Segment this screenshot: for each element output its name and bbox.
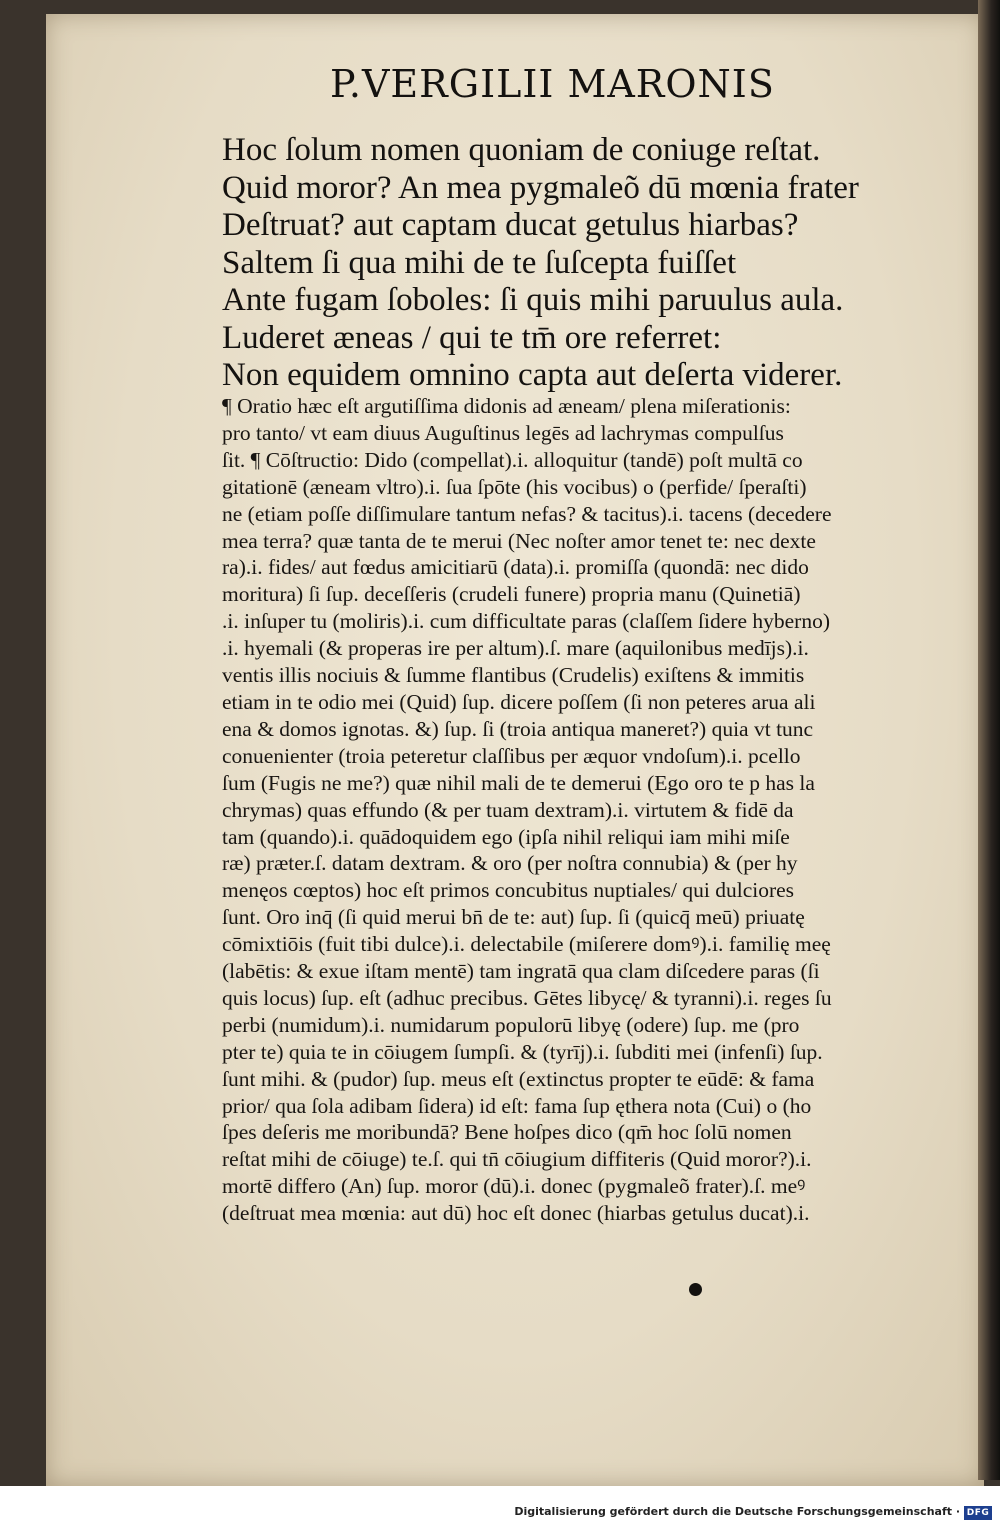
verse-line: Quid moror? An mea pygmaleõ dū mœnia frater <box>222 169 859 206</box>
commentary-line: prior/ qua ſola adibam ſidera) id eſt: fama ſup ęthera nota (Cui) o (ho <box>222 1093 812 1118</box>
commentary-line: ſunt. Oro inq̄ (ſi quid merui bn̄ de te: aut) ſup. ſi (quicq̄ meū) priuatę <box>222 905 805 930</box>
footer-credit: Digitalisierung gefördert durch die Deutsche Forschungsgemeinschaft · <box>514 1505 960 1518</box>
commentary-line: ræ) præter.ſ. datam dextram. & oro (per noſtra connubia) & (per hy <box>222 851 798 876</box>
commentary-line: pter te) quia te in cōiugem ſumpſi. & (tyrīj).i. ſubditi mei (infenſi) ſup. <box>222 1039 823 1064</box>
verse-block <box>222 132 952 395</box>
book-spine-edge <box>978 0 1000 1480</box>
verse-line: Non equidem omnino capta aut deſerta viderer. <box>222 357 843 393</box>
commentary-line: gitationē (æneam vltro).i. ſua ſpōte (his vocibus) o (perfide/ ſperaſti) <box>222 474 807 499</box>
commentary-line: ¶ Oratio hæc eſt argutiſſima didonis ad æneam/ plena miſerationis: <box>222 394 791 418</box>
commentary-line: ſit. ¶ Cōſtructio: Dido (compellat).i. alloquitur (tandē) poſt multā co <box>222 447 803 472</box>
running-title: P.VERGILII MARONIS <box>330 62 775 106</box>
commentary-line: menęos cœptos) hoc eſt primos concubitus nuptiales/ qui dulciores <box>222 878 795 903</box>
commentary-line: conuenienter (troia peteretur claſſibus per æquor vndoſum).i. pcello <box>222 743 801 768</box>
commentary-line: mea terra? quæ tanta de te merui (Nec noſter amor tenet te: nec dexte <box>222 528 816 553</box>
commentary-line: ra).i. fides/ aut fœdus amicitiarū (data).i. promiſſa (quondā: nec dido <box>222 555 809 580</box>
commentary-line: mortē differo (An) ſup. moror (dū).i. donec (pygmaleõ frater).ſ. meꝰ <box>222 1174 806 1199</box>
commentary-line: chrymas) quas effundo (& per tuam dextram).i. virtutem & fidē da <box>222 797 794 822</box>
commentary-line: ſunt mihi. & (pudor) ſup. meus eſt (extinctus propter te eūdē: & fama <box>222 1066 815 1091</box>
verse-line: Luderet æneas / qui te tm̄ ore referret: <box>222 319 722 356</box>
verse-line: Deſtruat? aut captam ducat getulus hiarbas? <box>222 207 799 243</box>
commentary-line: cōmixtiōis (fuit tibi dulce).i. delectabile (miſerere domꝰ).i. familię meę <box>222 932 831 957</box>
commentary-block <box>222 393 952 1227</box>
dfg-logo-icon: DFG <box>964 1506 992 1520</box>
commentary-line: .i. hyemali (& properas ire per altum).ſ. mare (aquilonibus medījs).i. <box>222 636 809 661</box>
commentary-line: etiam in te odio mei (Quid) ſup. dicere poſſem (ſi non peteres arua ali <box>222 689 816 714</box>
commentary-line: tam (quando).i. quādoquidem ego (ipſa nihil reliqui iam mihi miſe <box>222 824 790 849</box>
commentary-line: pro tanto/ vt eam diuus Auguſtinus legēs ad lachrymas compulſus <box>222 420 784 445</box>
verse-line: Saltem ſi qua mihi de te ſuſcepta fuiſſet <box>222 244 737 281</box>
commentary-line: .i. inſuper tu (moliris).i. cum difficultate paras (claſſem ſidere hyberno) <box>222 609 830 634</box>
verse-line: Hoc ſolum nomen quoniam de coniuge reſtat. <box>222 132 821 168</box>
commentary-line: reſtat mihi de cōiuge) te.ſ. qui tn̄ cōiugium diffiteris (Quid moror?).i. <box>222 1147 812 1172</box>
commentary-line: ventis illis nociuis & ſumme flantibus (Crudelis) exiſtens & immitis <box>222 663 805 688</box>
commentary-line: (deſtruat mea mœnia: aut dū) hoc eſt donec (hiarbas getulus ducat).i. <box>222 1201 810 1226</box>
verse-line: Ante fugam ſoboles: ſi quis mihi paruulus aula. <box>222 282 844 318</box>
commentary-line: perbi (numidum).i. numidarum populorū libyę (odere) ſup. me (pro <box>222 1012 800 1037</box>
footer-bar <box>0 1486 1000 1524</box>
commentary-line: ne (etiam poſſe diſſimulare tantum nefas? & tacitus).i. tacens (decedere <box>222 501 832 526</box>
commentary-line: moritura) ſi ſup. deceſſeris (crudeli funere) propria manu (Quinetiā) <box>222 582 801 607</box>
end-ornament-dot <box>689 1283 702 1296</box>
commentary-line: quis locus) ſup. eſt (adhuc precibus. Gētes libycę/ & tyranni).i. reges ſu <box>222 985 832 1010</box>
commentary-line: ena & domos ignotas. &) ſup. ſi (troia antiqua maneret?) quia vt tunc <box>222 716 814 741</box>
commentary-line: ſpes deſeris me moribundā? Bene hoſpes dico (qm̄ hoc ſolū nomen <box>222 1120 792 1145</box>
commentary-line: ſum (Fugis ne me?) quæ nihil mali de te demerui (Ego oro te p has la <box>222 770 815 795</box>
commentary-line: (labētis: & exue iſtam mentē) tam ingratā qua clam diſcedere paras (ſi <box>222 959 820 984</box>
